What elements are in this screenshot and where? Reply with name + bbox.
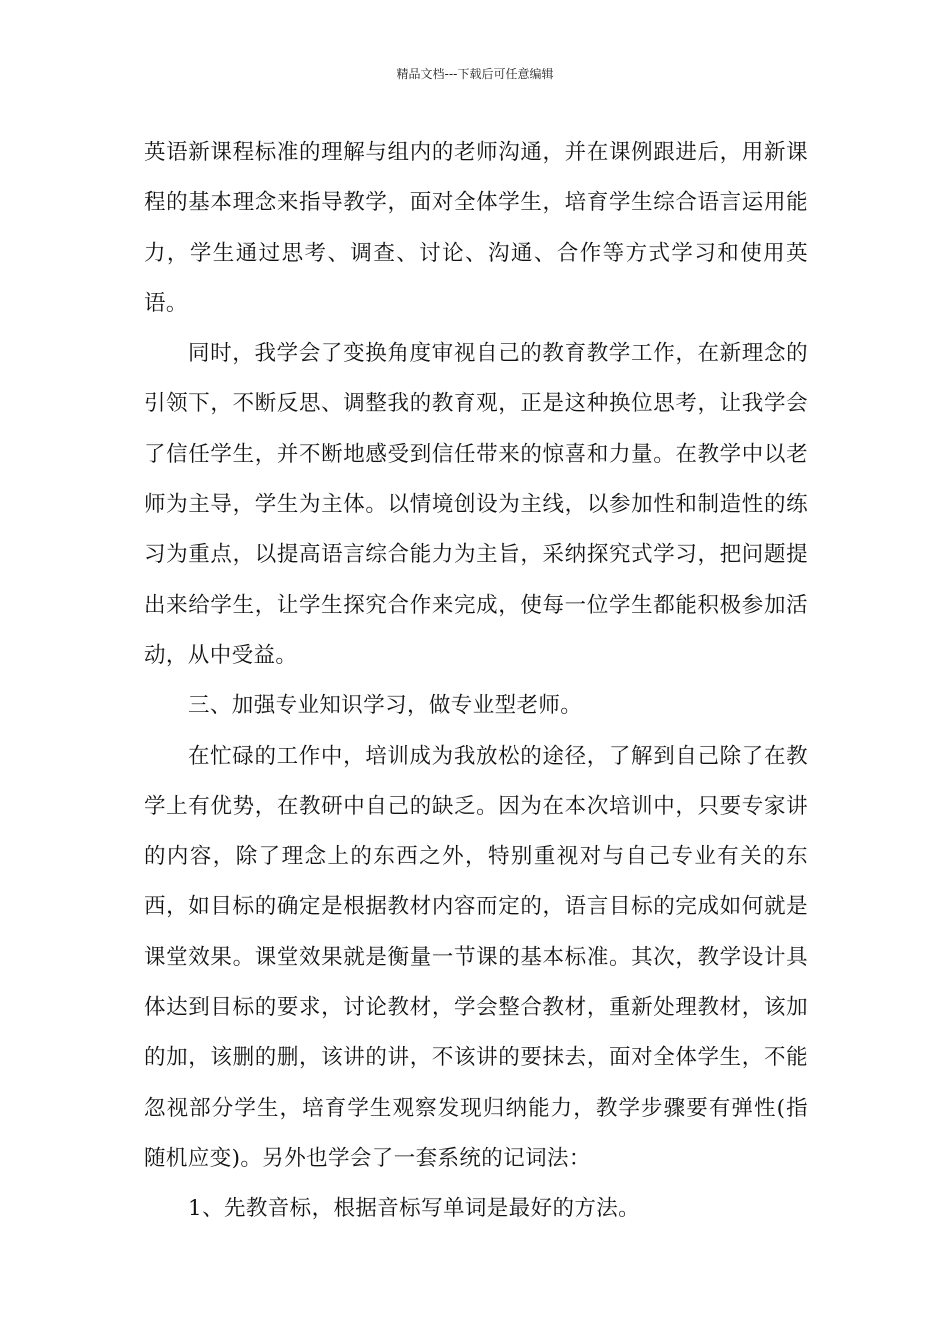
section-heading: 三、加强专业知识学习，做专业型老师。 xyxy=(188,693,583,719)
page-header: 精品文档---下载后可任意编辑 xyxy=(396,67,554,81)
paragraph: 在忙碌的工作中，培训成为我放松的途径，了解到自己除了在教学上有优势，在教研中自己的缺乏。因为在本次培训中，只要专家讲的内容，除了理念上的东西之外，特别重视对与自己专业有关的东西，如目标的确定是根据教材内容而定的，语言目标的完成如何就是课堂效果。课堂效果就是衡量一节课的基本标准。其次，教学设计具体达到目标的要求，讨论教材，学会整合教材，重新处理教材，该加的加，该删的删，该讲的讲，不该讲的要抹去，面对全体学生，不能忽视部分学生，培育学生观察发现归纳能力，教学步骤要有弹性(指随机应变)。另外也学会了一套系统的记词法： xyxy=(144,743,808,1171)
paragraph-continued: 英语新课程标准的理解与组内的老师沟通，并在课例跟进后，用新课程的基本理念来指导教学，面对全体学生，培育学生综合语言运用能力，学生通过思考、调查、讨论、沟通、合作等方式学习和使用英语。 xyxy=(144,140,808,316)
list-item: 1、先教音标，根据音标写单词是最好的方法。 xyxy=(188,1196,641,1222)
document-body xyxy=(144,128,808,1235)
paragraph: 同时，我学会了变换角度审视自己的教育教学工作，在新理念的引领下，不断反思、调整我的教育观，正是这种换位思考，让我学会了信任学生，并不断地感受到信任带来的惊喜和力量。在教学中以老师为主导，学生为主体。以情境创设为主线，以参加性和制造性的练习为重点，以提高语言综合能力为主旨，采纳探究式学习，把问题提出来给学生，让学生探究合作来完成，使每一位学生都能积极参加活动，从中受益。 xyxy=(144,341,808,668)
